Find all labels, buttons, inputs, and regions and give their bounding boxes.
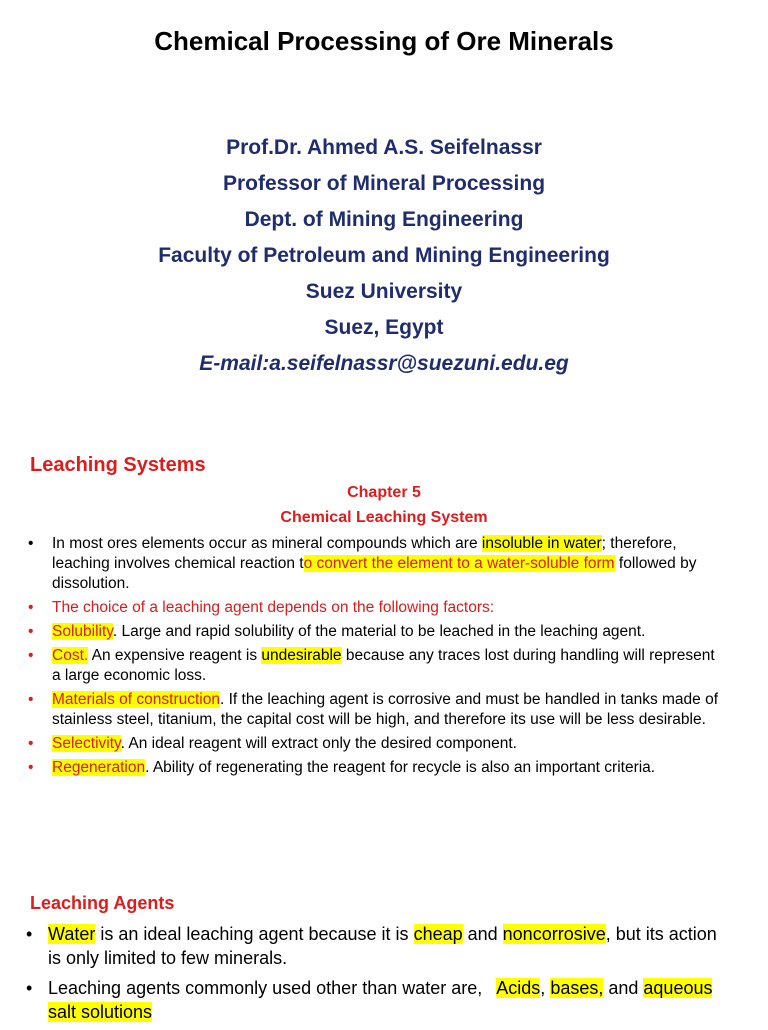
factor-term-selectivity: Selectivity — [52, 735, 121, 752]
bullet-icon: • — [28, 759, 34, 776]
highlighted-text: insoluble in water — [481, 535, 602, 552]
bullet-text: Leaching agents commonly used other than water are, — [48, 978, 497, 998]
factor-term-regeneration: Regeneration — [52, 759, 146, 776]
chapter-number: Chapter 5 — [347, 484, 421, 501]
bullet-text: The choice of a leaching agent depends on the following factors: — [52, 599, 495, 616]
list-item — [26, 734, 726, 754]
bullet-icon: • — [28, 647, 34, 664]
list-item — [26, 534, 726, 594]
highlighted-text: undesirable — [261, 647, 342, 664]
bullet-icon: • — [28, 535, 34, 552]
author-city: Suez, Egypt — [324, 316, 444, 339]
bullet-text: and — [603, 978, 644, 998]
highlighted-text: aqueous salt solutions — [48, 978, 713, 1022]
bullet-icon: • — [28, 735, 34, 752]
list-item — [26, 758, 726, 778]
highlighted-text: bases, — [550, 978, 604, 998]
author-faculty: Faculty of Petroleum and Mining Engineering — [158, 244, 610, 267]
bullet-text: ; therefore, leaching involves chemical reaction t — [52, 535, 677, 572]
author-university: Suez University — [305, 280, 463, 303]
bullet-text: , — [540, 978, 551, 998]
factor-term-materials: Materials of construction — [52, 691, 220, 708]
bullet-icon: • — [26, 924, 33, 944]
list-item — [26, 922, 726, 970]
author-name: Prof.Dr. Ahmed A.S. Seifelnassr — [226, 136, 542, 159]
list-item — [26, 690, 726, 730]
bullet-text: . Large and rapid solubility of the material to be leached in the leaching agent. — [112, 623, 646, 640]
bullet-text: is an ideal leaching agent because it is — [95, 924, 414, 944]
highlighted-text: Acids — [496, 978, 541, 998]
author-department: Dept. of Mining Engineering — [244, 208, 524, 231]
highlighted-text: o convert the element to a water-soluble form — [303, 555, 615, 572]
bullet-text: An expensive reagent is — [88, 647, 262, 664]
bullet-text: In most ores elements occur as mineral compounds which are — [52, 535, 482, 552]
highlighted-text: noncorrosive — [502, 924, 606, 944]
list-item — [26, 598, 726, 618]
author-position: Professor of Mineral Processing — [222, 172, 546, 195]
bullet-icon: • — [28, 623, 34, 640]
bullet-text: , but its action is only limited to few minerals. — [48, 924, 717, 968]
chapter-title: Chemical Leaching System — [280, 509, 488, 526]
highlighted-text: cheap — [413, 924, 463, 944]
bullet-text: followed by dissolution. — [52, 555, 697, 592]
leaching-factors-list — [26, 534, 726, 782]
bullet-icon: • — [28, 691, 34, 708]
list-item — [26, 622, 726, 642]
author-email[interactable]: E-mail:a.seifelnassr@suezuni.edu.eg — [199, 352, 569, 375]
factor-term-solubility: Solubility — [52, 623, 113, 640]
bullet-icon: • — [26, 978, 33, 998]
bullet-text: . An ideal reagent will extract only the desired component. — [120, 735, 517, 752]
bullet-icon: • — [28, 599, 34, 616]
bullet-text: . If the leaching agent is corrosive and must be handled in tanks made of stainless steel, titanium, the capital cost will be high, and therefore its use will be less desirable. — [52, 691, 719, 728]
section-heading-leaching-agents: Leaching Agents — [30, 893, 175, 913]
bullet-text: . Ability of regenerating the reagent for recycle is also an important criteria. — [145, 759, 656, 776]
factor-term-cost: Cost. — [52, 647, 89, 664]
bullet-text: because any traces lost during handling will represent a large economic loss. — [52, 647, 715, 684]
bullet-text: and — [462, 924, 503, 944]
list-item — [26, 976, 726, 1024]
leaching-agents-list — [26, 922, 726, 1030]
page-title: Chemical Processing of Ore Minerals — [154, 26, 614, 56]
section-heading-leaching-systems: Leaching Systems — [30, 454, 206, 476]
list-item — [26, 646, 726, 686]
highlighted-text: Water — [48, 924, 96, 944]
author-block — [0, 130, 768, 382]
